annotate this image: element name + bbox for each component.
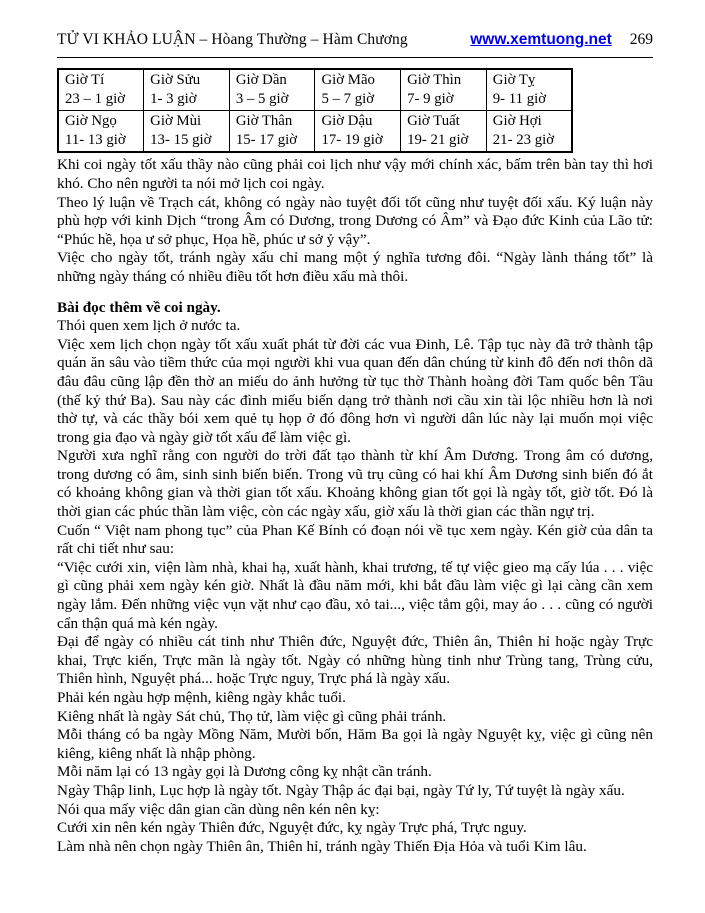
hour-cell-mui [144, 111, 230, 153]
hour-cell-ti [58, 69, 144, 111]
hour-name: Giờ Ngọ [65, 113, 117, 130]
hour-table-row [58, 69, 572, 111]
header-right [470, 30, 653, 50]
hour-cell-tuat [401, 111, 487, 153]
hour-range: 13- 15 giờ [150, 131, 212, 148]
hour-range: 9- 11 giờ [492, 90, 547, 107]
hour-name: Giờ Thân [235, 113, 293, 130]
hour-range: 5 – 7 giờ [321, 90, 375, 107]
hour-name: Giờ Tí [65, 72, 105, 88]
intro-paragraph: Khi coi ngày tốt xấu thầy nào cũng phải coi lịch như vậy mới chính xác, bấm trên bàn tay thì hơi khó. Cho nên người ta nói mở lịch coi ngày. [57, 156, 653, 192]
hour-name: Giờ Hợi [492, 113, 542, 130]
hour-range: 11- 13 giờ [65, 131, 126, 148]
reading-paragraph: “Việc cưới xin, viện làm nhà, khai hạ, xuất hành, khai trương, tế tự việc gieo mạ cấy lúa . . . việc gì cũng phải xem ngày kén giờ. Nhất là đầu năm mới, khi bắt đầu làm việc gì lại càng cần xem ngày lắm. Đến những việc vụn vặt như cạo đầu, xỏ tai..., việc tắm gội, may áo . . . cũng có người cẩn thận quá mà kén ngày. [57, 558, 653, 632]
reading-paragraph: Việc xem lịch chọn ngày tốt xấu xuất phát từ đời các vua Đinh, Lê. Tập tục này đã trở thành tập quán ăn sâu vào tiềm thức của mọi người khi vua quan đến dân chúng từ kinh đô đến nơi thôn dã đâu đâu cũng lập đền thờ an miếu do ảnh hưởng từ tục thờ Thành hoàng đời Tam quốc bên Tầu (thế kỷ thứ Ba). Sau này các đình miếu biến dạng trở thành nơi cầu xin tài lộc nhiều hơn là nơi thờ tự, và các thầy bói xem quẻ tụ họp ở đó đông hơn vì người dân lúc này lại muốn mọi việc trong gia đạo và ngày giờ tốt xấu để làm việc gì. [57, 335, 653, 446]
hour-name: Giờ Dậu [321, 113, 373, 130]
hour-cell-than [229, 111, 315, 153]
hour-range: 23 – 1 giờ [65, 90, 126, 107]
hour-cell-suu [144, 69, 230, 111]
hour-cell-dau [315, 111, 401, 153]
reading-paragraph: Thói quen xem lịch ở nước ta. [57, 317, 241, 335]
hour-range: 7- 9 giờ [407, 90, 454, 107]
page-number: 269 [629, 31, 653, 48]
hour-name: Giờ Sửu [150, 72, 201, 88]
hour-name: Giờ Mùi [150, 113, 202, 130]
hour-table [57, 68, 573, 153]
hour-cell-ngo [58, 111, 144, 153]
hour-name: Giờ Tỵ [492, 72, 536, 88]
hour-range: 3 – 5 giờ [235, 90, 289, 107]
hour-range: 21- 23 giờ [492, 131, 555, 148]
reading-paragraph: Cuốn “ Việt nam phong tục” của Phan Kế Bính có đoạn nói về tục xem ngày. Kén giờ của dân ta rất chi tiết như sau: [57, 521, 653, 558]
reading-paragraph: Làm nhà nên chọn ngày Thiên ân, Thiên hỉ, tránh ngày Thiến Địa Hỏa và tuổi Kim lâu. [57, 837, 587, 855]
reading-paragraph: Kiêng nhất là ngày Sát chủ, Thọ tử, làm việc gì cũng phải tránh. [57, 707, 447, 725]
hour-cell-hoi [486, 111, 572, 153]
reading-paragraph: Người xưa nghĩ rằng con người do trời đất tạo thành từ khí Âm Dương. Trong âm có dương, trong dương có âm, sinh sinh biến biến. Trong vũ trụ cũng có hai khí Âm Dương sinh biến đó ắt có khoảng không gian và thời gian tốt xấu. Khoảng không gian tốt gọi là ngày tốt, giờ tốt. Đó là thời gian các phúc thần làm việc, còn các ngày xấu, giờ xấu là thời gian các thần ngự trị. [57, 447, 653, 521]
hour-range: 19- 21 giờ [407, 131, 469, 148]
intro-paragraph: Việc cho ngày tốt, tránh ngày xấu chỉ mang một ý nghĩa tương đôi. “Ngày lành tháng tốt” là những ngày tháng có nhiều điều tốt hơn điều xấu mà thôi. [57, 249, 653, 285]
reading-paragraph: Nói qua mấy việc dân gian cần dùng nên kén nên kỵ: [57, 800, 380, 818]
hour-name: Giờ Mão [321, 72, 375, 88]
hour-cell-dan [229, 69, 315, 111]
section-heading: Bài đọc thêm về coi ngày. [57, 298, 221, 316]
reading-paragraph: Mỗi năm lại có 13 ngày gọi là Dương công kỵ nhật cần tránh. [57, 763, 432, 781]
header-divider [57, 57, 653, 58]
hour-range: 1- 3 giờ [150, 90, 197, 107]
hour-name: Giờ Tuất [407, 113, 460, 130]
hour-name: Giờ Dần [235, 72, 287, 88]
reading-paragraph: Ngày Thập linh, Lục hợp là ngày tốt. Ngày Thập ác đại bại, ngày Tứ ly, Tứ tuyệt là ngày xấu. [57, 781, 625, 799]
body-text [57, 156, 653, 856]
hour-range: 15- 17 giờ [235, 131, 298, 148]
page-header [57, 30, 653, 50]
reading-paragraph: Phải kén ngàu hợp mệnh, kiêng ngày khắc tuổi. [57, 689, 346, 706]
reading-paragraph: Cưới xin nên kén ngày Thiên đức, Nguyệt đức, kỵ ngày Trực phá, Trực nguy. [57, 819, 527, 837]
hour-range: 17- 19 giờ [321, 131, 383, 148]
book-title: TỬ VI KHẢO LUẬN – Hòang Thường – Hàm Chương [57, 31, 408, 48]
hour-cell-mao [315, 69, 401, 111]
hour-cell-ty [486, 69, 572, 111]
hour-name: Giờ Thìn [407, 72, 462, 88]
intro-paragraph: Theo lý luận về Trạch cát, không có ngày nào tuyệt đối tốt cũng như tuyệt đối xấu. Ký luận này phù hợp với kinh Dịch “trong Âm có Dương, trong Dương có Âm” và Đạo đức Kinh của Lão tử: “Phúc hề, họa ư sở phục, Họa hề, phúc ư sở ỷ vậy”. [57, 193, 653, 248]
website-link[interactable]: www.xemtuong.net [470, 31, 612, 48]
hour-table-row [58, 111, 572, 153]
hour-cell-thin [401, 69, 487, 111]
reading-paragraph: Mỗi tháng có ba ngày Mồng Năm, Mười bốn, Hăm Ba gọi là ngày Nguyệt kỵ, việc gì cũng nên kiêng, kiêng nhất là nhập phòng. [57, 726, 653, 762]
reading-paragraph: Đại để ngày có nhiều cát tinh như Thiên đức, Nguyệt đức, Thiên ân, Thiên hỉ hoặc ngày Trực khai, Trực kiến, Trực mãn là ngày tốt. Ngày có những hùng tinh như Trùng tang, Trùng cửu, Thiên hình, Nguyệt phá... hoặc Trực nguy, Trực phá là ngày xấu. [57, 633, 653, 688]
